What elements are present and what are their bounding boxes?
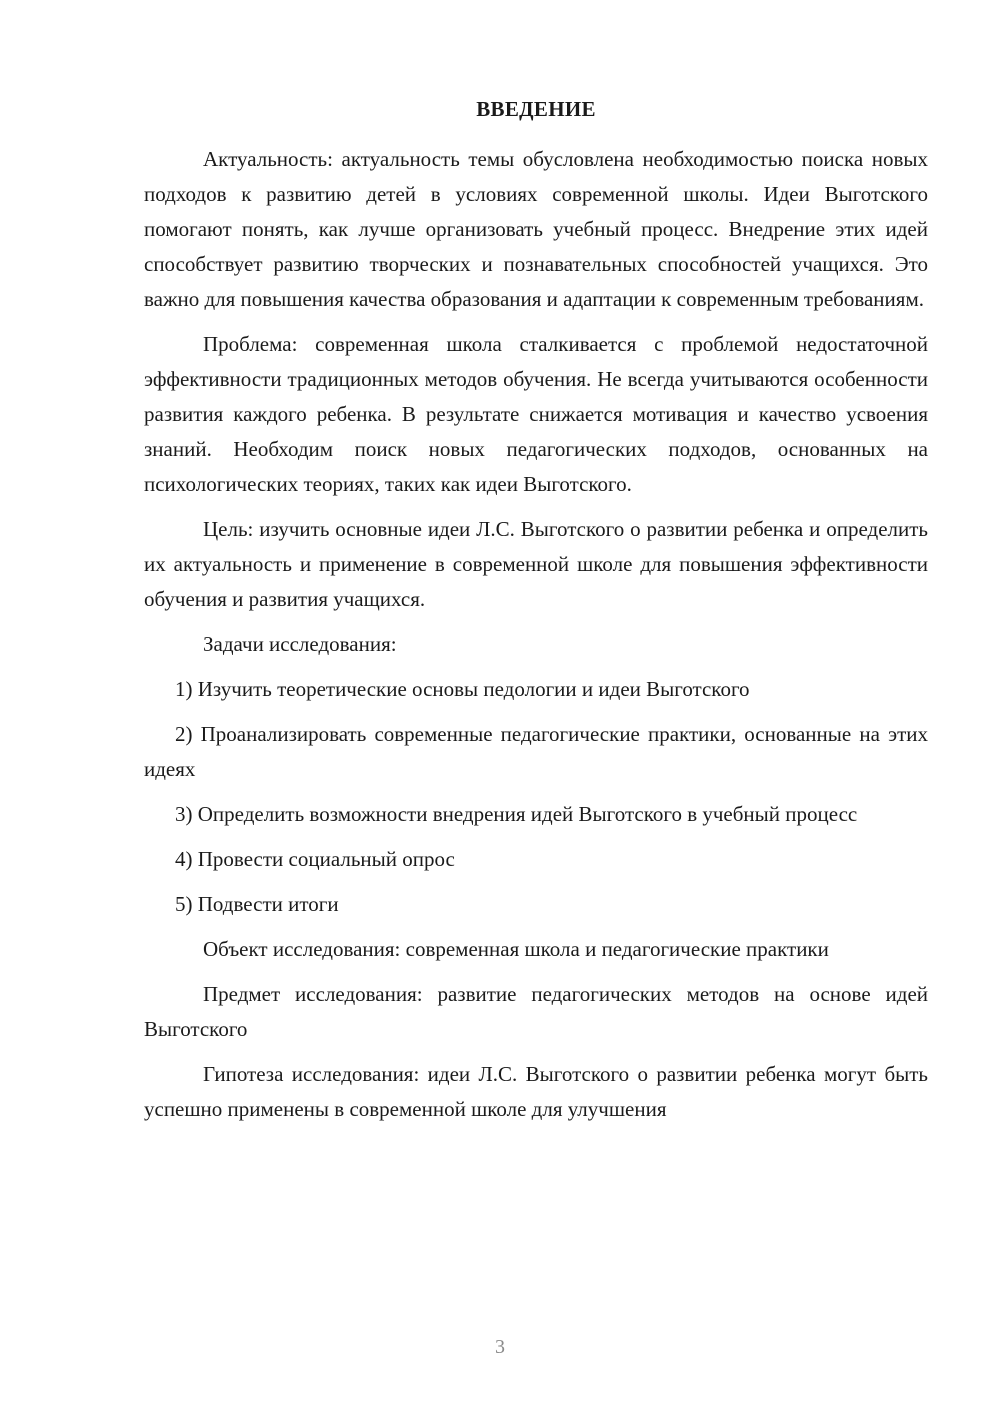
section-heading: ВВЕДЕНИЕ: [476, 97, 596, 121]
goal-paragraph: Цель: изучить основные идеи Л.С. Выготского о развитии ребенка и определить их актуальность и применение в современной школе для повышения эффективности обучения и развития учащихся.: [144, 517, 928, 611]
hypothesis-paragraph: Гипотеза исследования: идеи Л.С. Выготского о развитии ребенка могут быть успешно применены в современной школе для улучшения: [144, 1062, 928, 1121]
object-paragraph: Объект исследования: современная школа и педагогические практики: [203, 937, 829, 961]
task-item-1: 1) Изучить теоретические основы педологии и идеи Выготского: [175, 677, 750, 701]
task-item-5: 5) Подвести итоги: [175, 892, 339, 916]
subject-paragraph: Предмет исследования: развитие педагогических методов на основе идей Выготского: [144, 982, 928, 1041]
task-item-4: 4) Провести социальный опрос: [175, 847, 455, 871]
task-item-3: 3) Определить возможности внедрения идей Выготского в учебный процесс: [175, 802, 858, 826]
problem-paragraph: Проблема: современная школа сталкивается с проблемой недостаточной эффективности традиционных методов обучения. Не всегда учитываются особенности развития каждого ребенка. В результате снижается мотивация и качество усвоения знаний. Необходим поиск новых педагогических подходов, основанных на психологических теориях, таких как идеи Выготского.: [144, 332, 928, 496]
task-item-2: 2) Проанализировать современные педагогические практики, основанные на этих идеях: [144, 722, 928, 781]
page-number: 3: [495, 1336, 505, 1358]
document-page: [144, 94, 928, 1137]
relevance-paragraph: Актуальность: актуальность темы обусловлена необходимостью поиска новых подходов к развитию детей в условиях современной школы. Идеи Выготского помогают понять, как лучше организовать учебный процесс. Внедрение этих идей способствует развитию творческих и познавательных способностей учащихся. Это важно для повышения качества образования и адаптации к современным требованиям.: [144, 147, 928, 311]
tasks-title: Задачи исследования:: [203, 632, 397, 656]
